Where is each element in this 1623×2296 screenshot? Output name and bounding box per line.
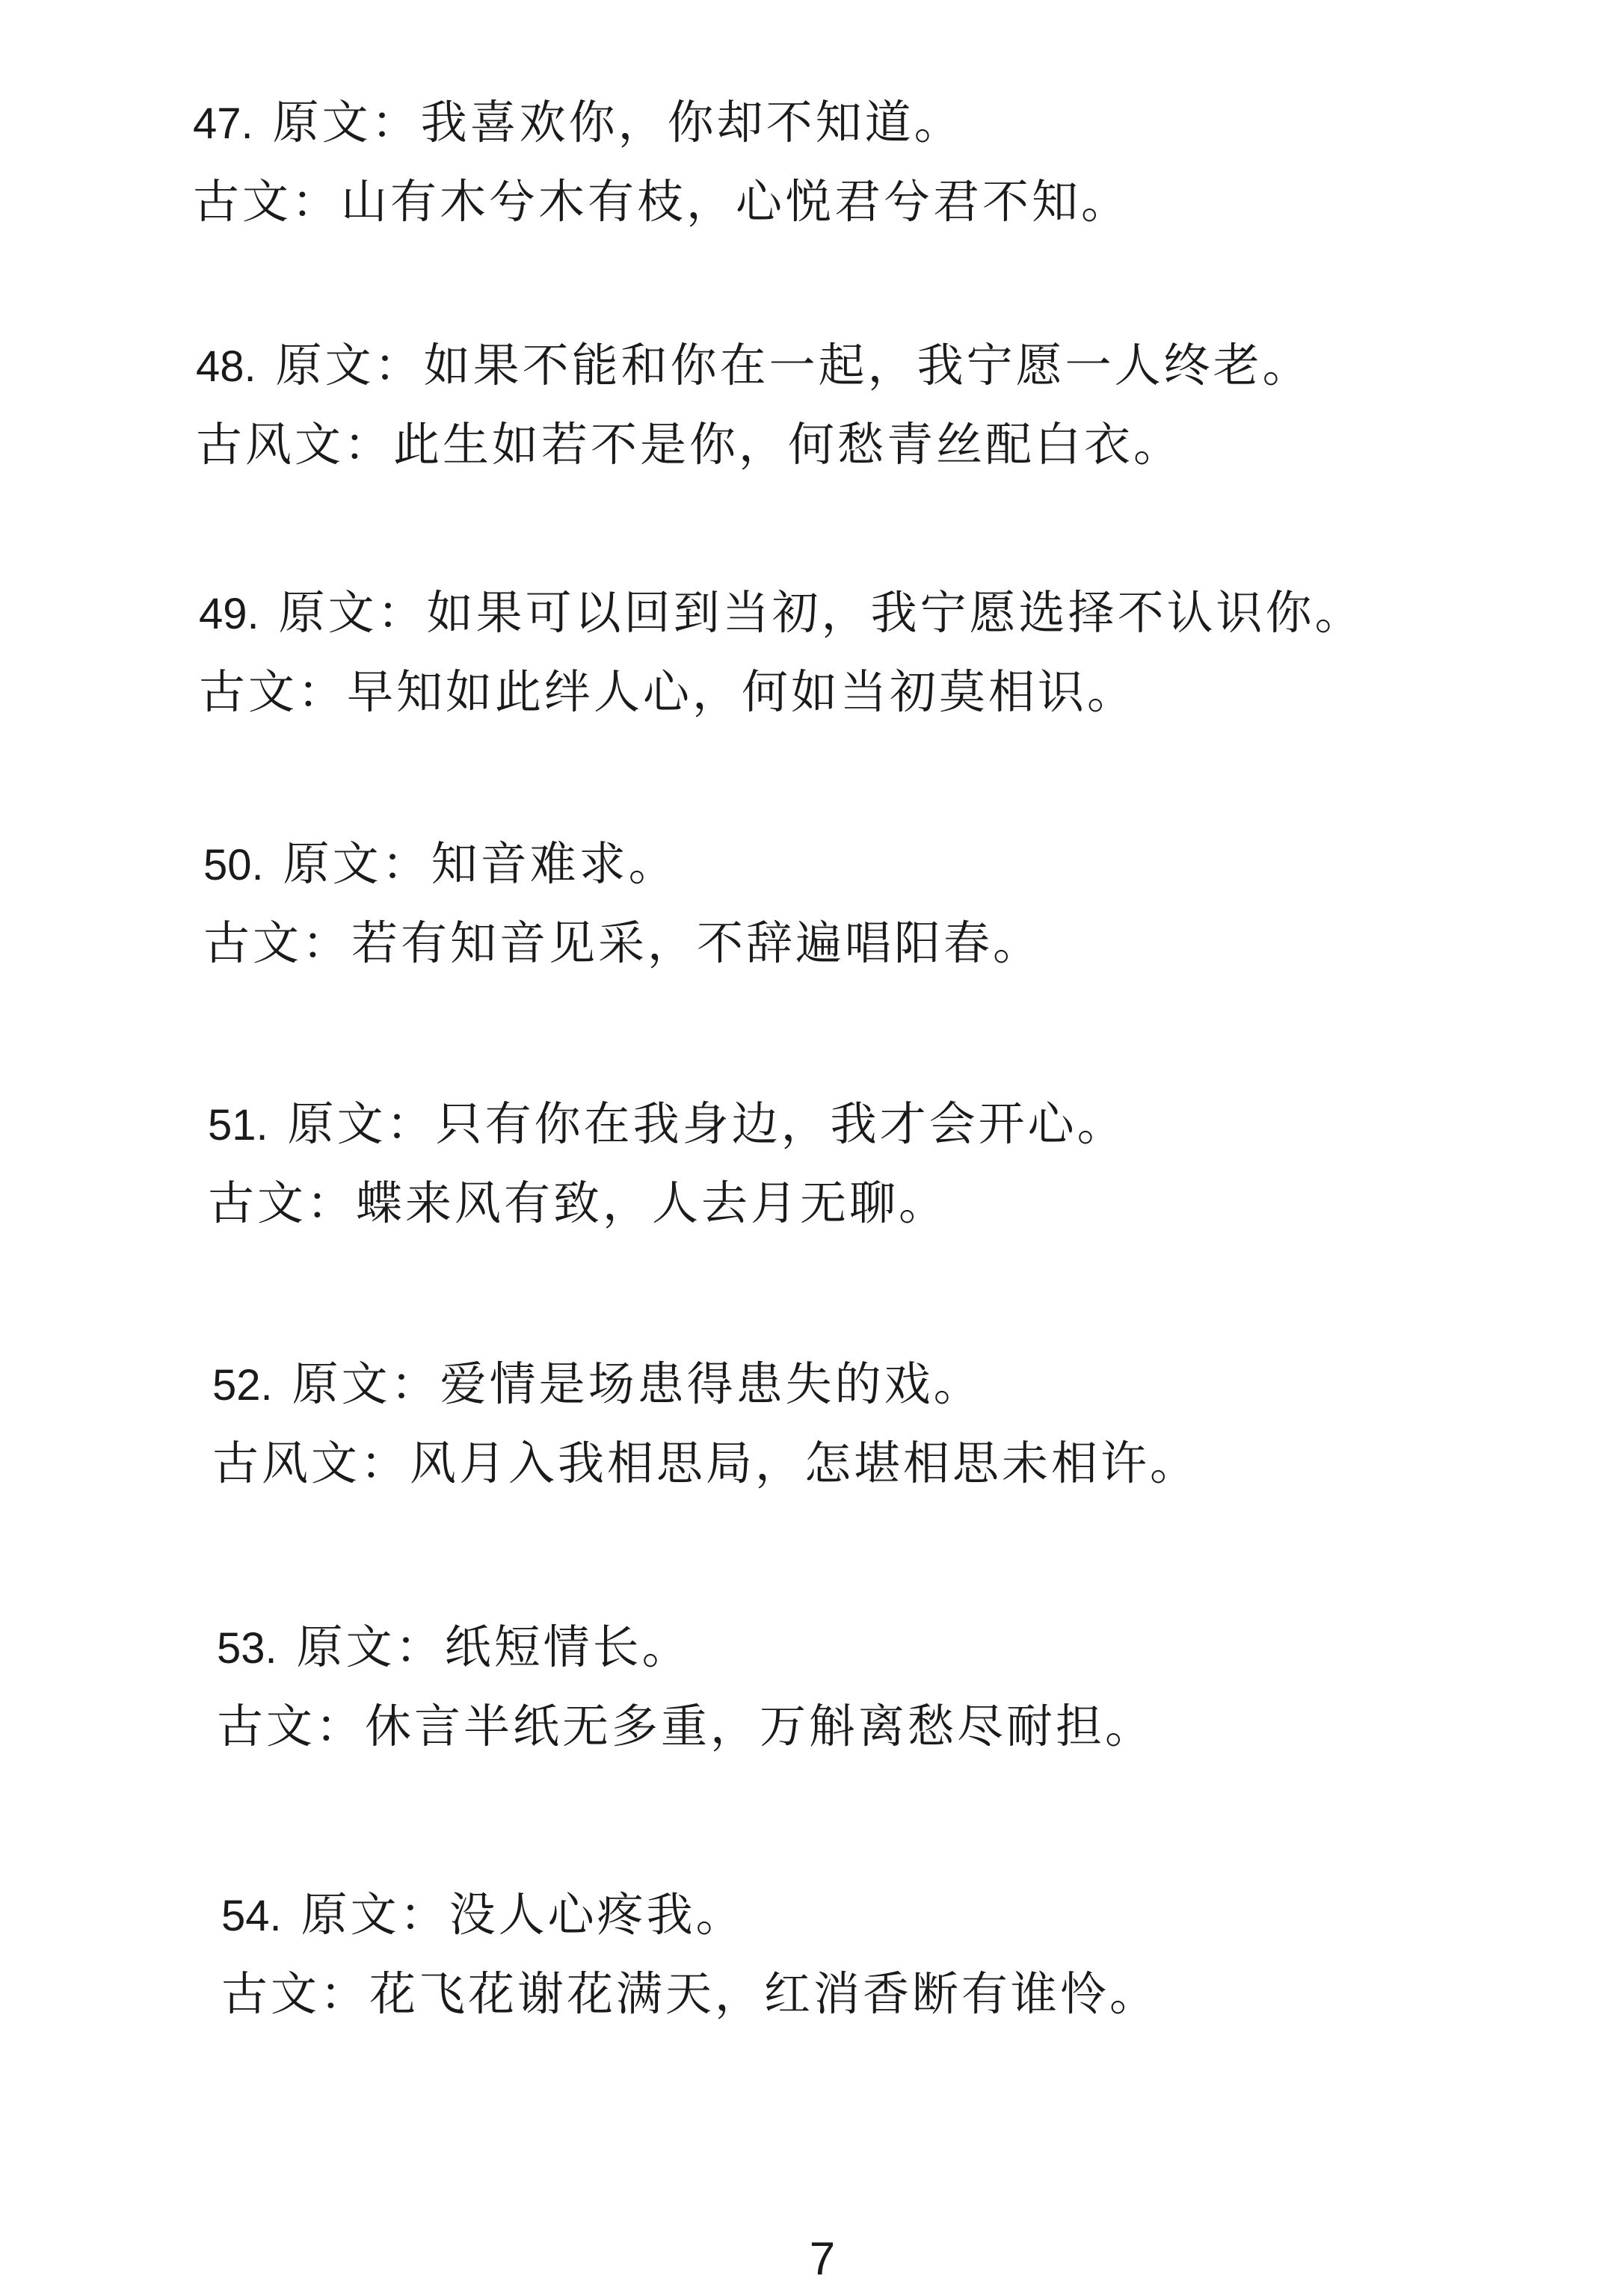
entry-number: 48. [196, 342, 256, 391]
classical-label: 古风文： [196, 417, 394, 472]
entry-48 [196, 327, 1616, 484]
classical-label: 古风文： [212, 1436, 410, 1490]
original-label: 原文： [287, 1096, 436, 1151]
entry-number: 50. [203, 841, 264, 889]
classical-label: 古文： [193, 174, 342, 229]
page-number: 7 [809, 2233, 836, 2285]
classical-line [193, 163, 1613, 241]
classical-line [196, 406, 1616, 484]
entry-51 [208, 1085, 1623, 1242]
original-line [212, 1345, 1623, 1425]
original-label: 原文： [278, 585, 427, 640]
entry-number: 54. [221, 1892, 282, 1940]
original-text: 如果可以回到当初，我宁愿选择不认识你。 [426, 585, 1364, 640]
original-label: 原文： [283, 836, 431, 891]
entry-52 [212, 1345, 1623, 1502]
entry-number: 51. [208, 1101, 268, 1149]
classical-line [208, 1164, 1623, 1242]
classical-label: 古文： [199, 664, 348, 719]
original-text: 知音难求。 [431, 836, 678, 891]
entry-number: 52. [212, 1361, 273, 1410]
classical-line [203, 904, 1623, 982]
classical-text: 花飞花谢花满天，红消香断有谁怜。 [369, 1966, 1159, 2021]
original-text: 如果不能和你在一起，我宁愿一人终老。 [423, 338, 1312, 392]
original-line [196, 327, 1616, 406]
entry-number: 49. [199, 590, 259, 638]
classical-text: 早知如此绊人心，何如当初莫相识。 [347, 664, 1137, 719]
classical-text: 山有木兮木有枝，心悦君兮君不知。 [341, 174, 1131, 229]
original-text: 爱情是场患得患失的戏。 [440, 1357, 983, 1411]
entry-54 [221, 1876, 1623, 2033]
original-text: 没人心疼我。 [449, 1887, 745, 1942]
classical-label: 古文： [208, 1176, 357, 1230]
original-label: 原文： [301, 1887, 449, 1942]
classical-text: 休言半纸无多重，万斛离愁尽耐担。 [365, 1699, 1155, 1753]
original-line [199, 574, 1619, 653]
classical-line [217, 1688, 1623, 1765]
original-text: 我喜欢你，你却不知道。 [420, 95, 964, 149]
original-line [221, 1876, 1623, 1955]
original-label: 原文： [296, 1620, 445, 1674]
original-line [217, 1608, 1623, 1688]
classical-text: 若有知音见采，不辞遍唱阳春。 [351, 916, 1043, 970]
entry-50 [203, 825, 1623, 982]
classical-text: 此生如若不是你，何愁青丝配白衣。 [393, 417, 1183, 472]
entry-number: 53. [217, 1624, 277, 1673]
original-text: 只有你在我身边，我才会开心。 [435, 1096, 1127, 1151]
classical-line [221, 1955, 1623, 2033]
classical-line [199, 653, 1619, 731]
classical-line [212, 1425, 1623, 1502]
entry-49 [199, 574, 1619, 731]
original-line [203, 825, 1623, 904]
classical-label: 古文： [203, 916, 352, 970]
original-label: 原文： [275, 338, 424, 392]
entry-47 [193, 84, 1613, 241]
classical-text: 风月入我相思局，怎堪相思未相许。 [410, 1436, 1200, 1490]
classical-label: 古文： [221, 1966, 370, 2021]
original-line [208, 1085, 1623, 1164]
original-label: 原文： [272, 95, 421, 149]
entry-number: 47. [193, 99, 253, 148]
classical-label: 古文： [217, 1699, 366, 1753]
original-text: 纸短情长。 [444, 1620, 692, 1674]
original-label: 原文： [292, 1357, 440, 1411]
original-line [193, 84, 1613, 163]
classical-text: 蝶来风有致，人去月无聊。 [356, 1176, 949, 1230]
entry-53 [217, 1608, 1623, 1765]
